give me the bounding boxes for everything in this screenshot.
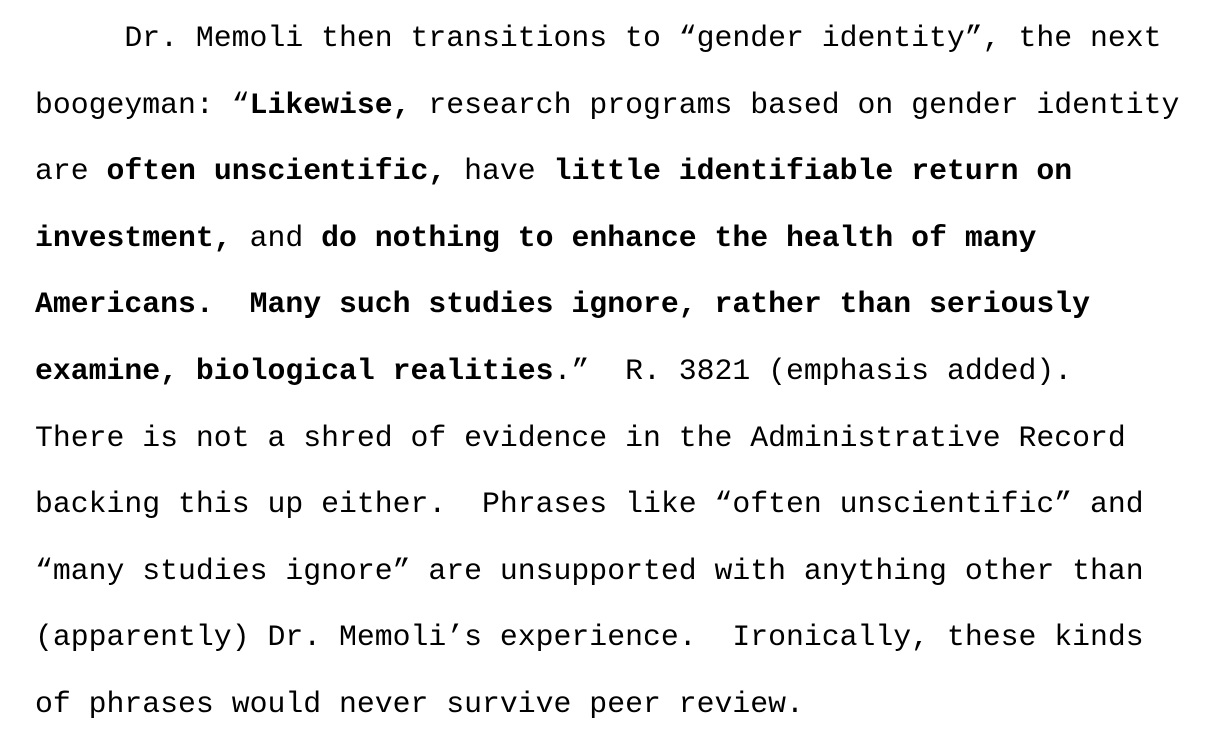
emphasized-text: do nothing to enhance the health of many <box>321 220 1037 255</box>
text-line <box>35 538 1214 605</box>
body-text: have <box>446 154 554 189</box>
emphasized-text: little identifiable return on <box>553 154 1073 189</box>
emphasized-text: Likewise, <box>249 87 411 122</box>
text-line <box>35 604 1214 671</box>
text-line <box>35 138 1214 205</box>
body-text: boogeyman: “ <box>35 87 250 122</box>
text-line <box>35 671 1214 738</box>
text-line <box>35 5 1214 72</box>
emphasized-text: Americans. Many such studies ignore, rather than seriously <box>35 287 1090 322</box>
body-text: There is not a shred of evidence in the Administrative Record <box>35 420 1126 455</box>
text-line <box>35 405 1214 472</box>
body-text: “many studies ignore” are unsupported with anything other than <box>35 553 1144 588</box>
body-text: are <box>35 154 107 189</box>
emphasized-text: often unscientific, <box>106 154 447 189</box>
body-text: Dr. Memoli then transitions to “gender identity”, the next <box>124 21 1162 55</box>
body-text: .” R. 3821 (emphasis added). <box>553 353 1073 388</box>
body-text: (apparently) Dr. Memoli’s experience. Ironically, these kinds <box>35 620 1144 655</box>
text-line <box>35 205 1214 272</box>
body-text: of phrases would never survive peer review. <box>35 686 804 721</box>
body-text: backing this up either. Phrases like “often unscientific” and <box>35 487 1144 522</box>
text-line <box>35 471 1214 538</box>
emphasized-text: examine, biological realities <box>35 353 554 388</box>
body-text: and <box>231 220 322 255</box>
emphasized-text: investment, <box>35 220 232 255</box>
text-line <box>35 338 1214 405</box>
text-line <box>35 72 1214 139</box>
body-text: research programs based on gender identity <box>410 87 1180 122</box>
text-line <box>35 271 1214 338</box>
